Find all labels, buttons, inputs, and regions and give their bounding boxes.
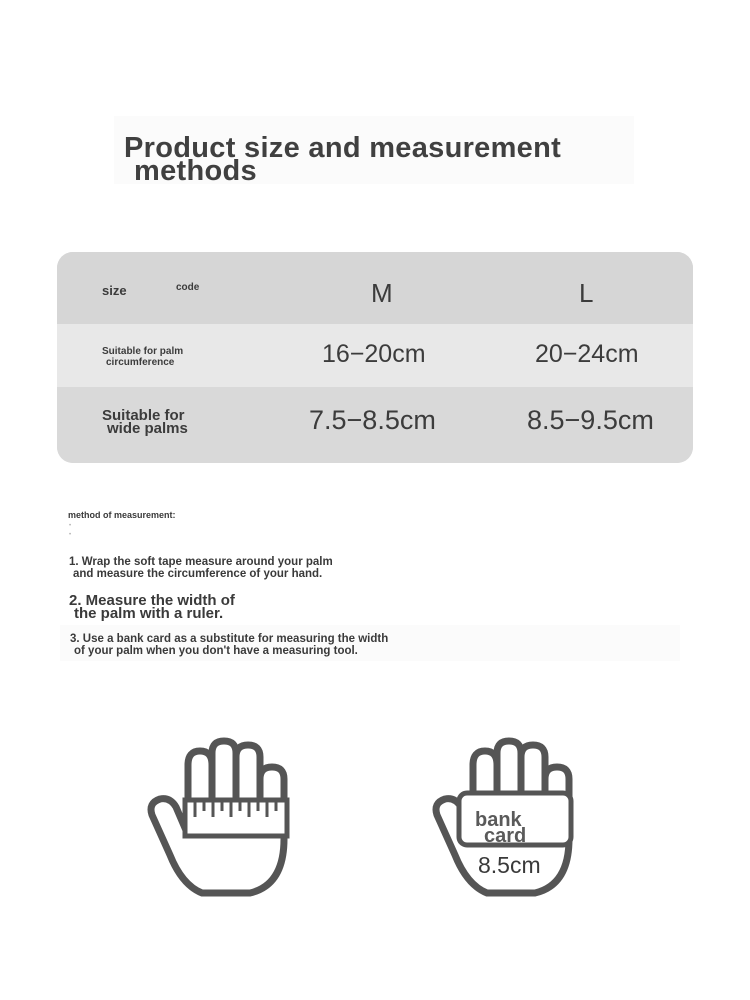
hand-with-tape-measure-icon [140, 735, 300, 905]
step-line-2: of your palm when you don't have a measuring tool. [74, 645, 358, 657]
width-size-m: 7.5−8.5cm [309, 405, 436, 435]
step-line-1: 1. Wrap the soft tape measure around your palm [69, 556, 333, 568]
title-line-2: methods [134, 155, 257, 187]
card-label-line-1: bank [475, 809, 522, 831]
step-line-2: the palm with a ruler. [74, 605, 224, 622]
step-line-2: and measure the circumference of your hand. [73, 568, 323, 580]
row-label-line-2: wide palms [107, 420, 188, 437]
header-size-label: size [102, 283, 127, 298]
row-label-line-1: Suitable for [102, 407, 185, 424]
circumference-size-l: 20−24cm [535, 340, 639, 368]
method-heading: method of measurement: [68, 510, 176, 520]
card-label-line-2: card [484, 825, 527, 847]
method-step-1 [69, 556, 333, 580]
header-size-m: M [371, 278, 393, 308]
table-row-palm-width [57, 387, 693, 463]
row-label-line-1: Suitable for palm [102, 346, 184, 357]
size-table [57, 252, 693, 463]
method-step-2 [69, 594, 235, 620]
size-table-header-row [57, 252, 693, 324]
row-label [102, 409, 188, 435]
step-line-1: 2. Measure the width of [69, 592, 235, 609]
bank-card-label [475, 809, 527, 847]
header-code-label: code [176, 282, 200, 293]
step-line-1: 3. Use a bank card as a substitute for measuring the width [70, 633, 389, 645]
page-title [114, 116, 634, 187]
row-label [102, 346, 183, 368]
header-size-l: L [579, 278, 594, 308]
hand-with-bank-card-icon [425, 735, 585, 905]
row-label-line-2: circumference [106, 357, 175, 368]
title-line-1: Product size and measurement [124, 132, 562, 164]
circumference-size-m: 16−20cm [322, 340, 426, 368]
card-width-measurement: 8.5cm [478, 852, 541, 878]
decorative-dots: • • [69, 523, 72, 538]
width-size-l: 8.5−9.5cm [527, 405, 654, 435]
method-step-3 [70, 633, 388, 657]
table-row-palm-circumference [57, 324, 693, 387]
